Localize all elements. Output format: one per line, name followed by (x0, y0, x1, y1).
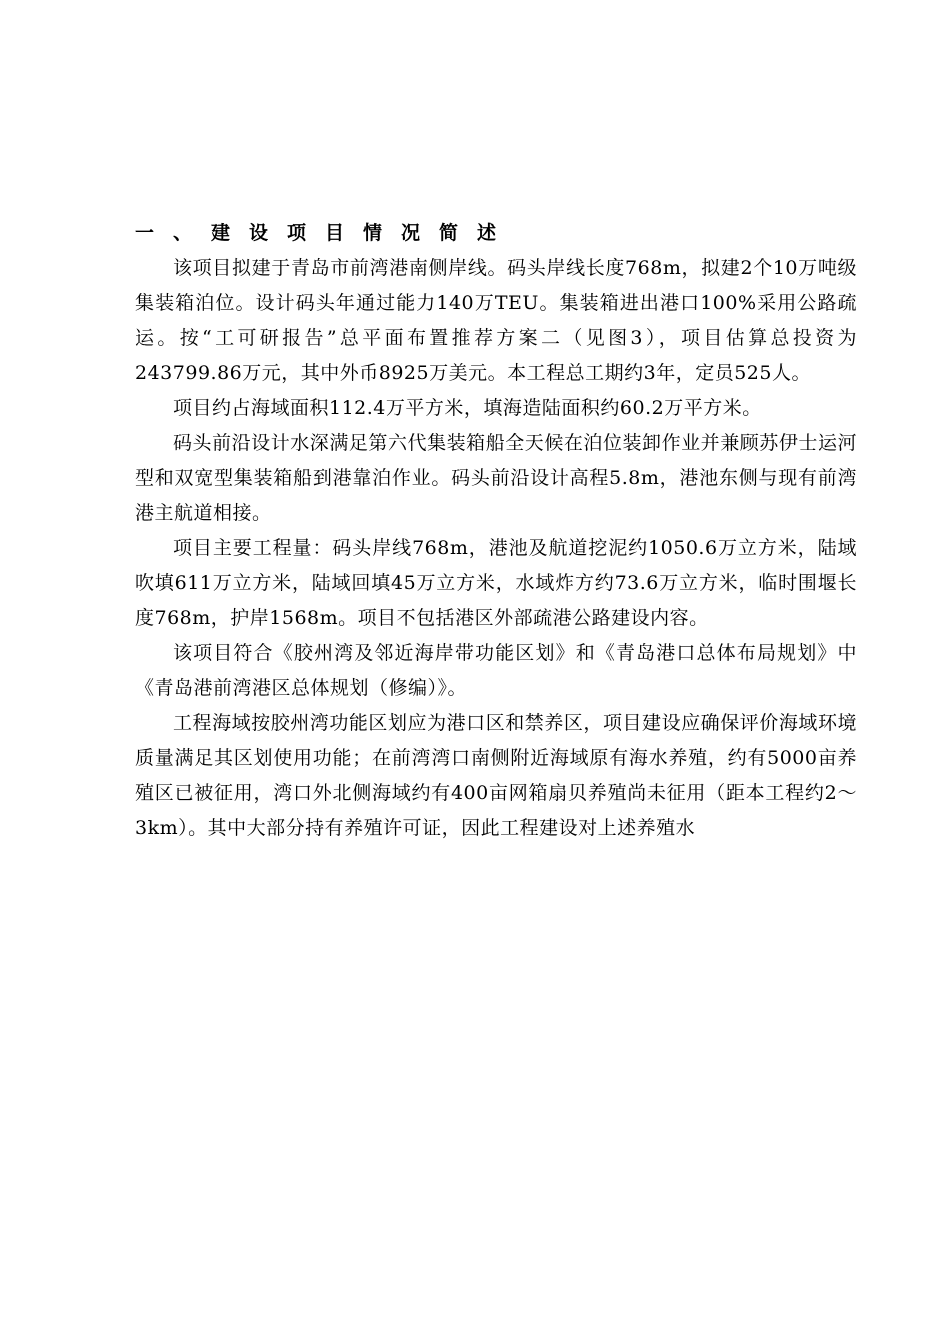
paragraph-main-quantities: 项目主要工程量：码头岸线768m，港池及航道挖泥约1050.6万立方米，陆域吹填611万立方米，陆域回填45万立方米，水域炸方约73.6万立方米，临时围堰长度768m，护岸1568m。项目不包括港区外部疏港公路建设内容。 (135, 537, 857, 629)
document-page (135, 216, 857, 846)
section-heading: 一、建设项目情况简述 (135, 222, 516, 244)
paragraph-project-overview: 该项目拟建于青岛市前湾港南侧岸线。码头岸线长度768m，拟建2个10万吨级集装箱泊位。设计码头年通过能力140万TEU。集装箱进出港口100%采用公路疏运。按“工可研报告”总平面布置推荐方案二（见图3），项目估算总投资为243799.86万元，其中外币8925万美元。本工程总工期约3年，定员525人。 (135, 257, 857, 384)
paragraph-planning-compliance: 该项目符合《胶州湾及邻近海岸带功能区划》和《青岛港口总体布局规划》中《青岛港前湾港区总体规划（修编）》。 (135, 642, 857, 699)
paragraph-sea-area: 项目约占海域面积112.4万平方米，填海造陆面积约60.2万平方米。 (173, 397, 762, 419)
paragraph-wharf-design: 码头前沿设计水深满足第六代集装箱船全天候在泊位装卸作业并兼顾苏伊士运河型和双宽型集装箱船到港靠泊作业。码头前沿设计高程5.8m，港池东侧与现有前湾港主航道相接。 (135, 432, 857, 524)
paragraph-functional-zoning: 工程海域按胶州湾功能区划应为港口区和禁养区，项目建设应确保评价海域环境质量满足其区划使用功能；在前湾湾口南侧附近海域原有海水养殖，约有5000亩养殖区已被征用，湾口外北侧海域约有400亩网箱扇贝养殖尚未征用（距本工程约2～3km）。其中大部分持有养殖许可证，因此工程建设对上述养殖水 (135, 712, 857, 839)
